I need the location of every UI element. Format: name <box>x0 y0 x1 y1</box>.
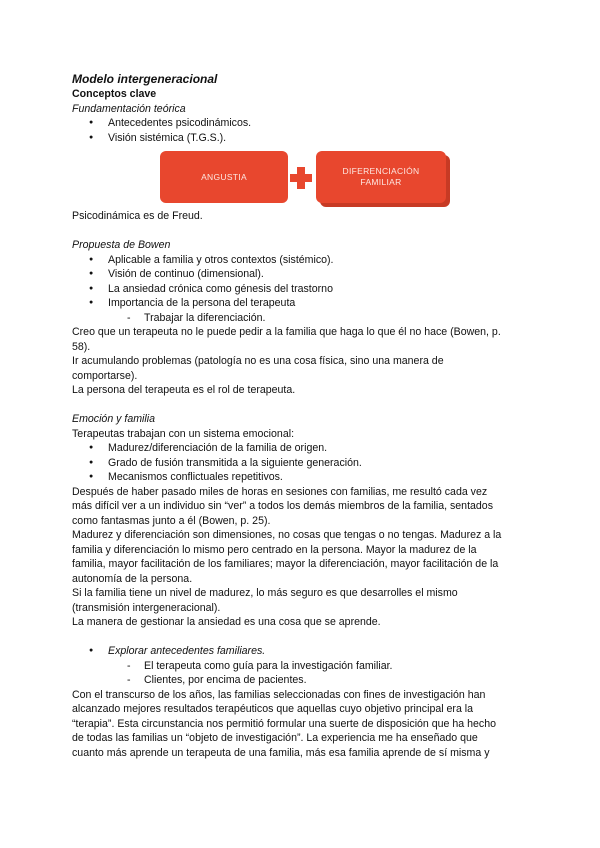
list-item: ● Explorar antecedentes familiares. <box>72 644 532 659</box>
concept-diagram <box>72 147 532 209</box>
paragraph: La persona del terapeuta es el rol de terapeuta. <box>72 384 296 396</box>
section-subtitle: Conceptos clave <box>72 88 157 100</box>
list-item: ● Importancia de la persona del terapeuta <box>72 296 532 311</box>
list-item: - Clientes, por encima de pacientes. <box>72 673 532 688</box>
bullet-list-explorar <box>72 644 532 659</box>
plus-icon <box>290 167 312 189</box>
paragraph: Creo que un terapeuta no le puede pedir a la familia que haga lo que él no hace (Bowen, p. 58). <box>72 326 501 353</box>
diagram-label-angustia: ANGUSTIA <box>201 171 247 182</box>
list-item: ● Aplicable a familia y otros contextos (sistémico). <box>72 253 532 268</box>
paragraph: Madurez y diferenciación son dimensiones, no cosas que tengas o no tengas. Madurez a la familia y diferenciación lo mismo pero centrado en la persona. Mayor la madurez de la familia, mayor facilitación de los familiares; mayor la diferenciación, mayor facilitación de la autonomía de la persona. <box>72 529 502 585</box>
list-item: ● Visión sistémica (T.G.S.). <box>72 131 532 146</box>
list-item: ● La ansiedad crónica como génesis del trastorno <box>72 282 532 297</box>
list-item: ● Madurez/diferenciación de la familia de origen. <box>72 441 532 456</box>
list-item: ● Antecedentes psicodinámicos. <box>72 116 532 131</box>
paragraph: Después de haber pasado miles de horas en sesiones con familias, me resultó cada vez más difícil ver a un individuo sin “ver” a todos los demás miembros de la familia, sentados como fantasmas junto a él (Bowen, p. 25). <box>72 485 493 527</box>
heading-bowen: Propuesta de Bowen <box>72 239 171 251</box>
paragraph: Si la familia tiene un nivel de madurez, lo más seguro es que desarrolles el mismo (transmisión intergeneracional). <box>72 587 458 614</box>
paragraph: Psicodinámica es de Freud. <box>72 210 203 222</box>
document-title: Modelo intergeneracional <box>72 72 218 86</box>
list-item: ● Visión de continuo (dimensional). <box>72 267 532 282</box>
bullet-list-fundamentacion <box>72 116 532 145</box>
bullet-list-emocion <box>72 441 532 485</box>
list-item: ● Grado de fusión transmitida a la siguiente generación. <box>72 456 532 471</box>
paragraph: Ir acumulando problemas (patología no es una cosa física, sino una manera de comportarse). <box>72 355 444 382</box>
heading-emocion: Emoción y familia <box>72 413 156 425</box>
dash-list-bowen <box>72 311 532 326</box>
dash-list-explorar <box>72 659 532 688</box>
list-item: - El terapeuta como guía para la investigación familiar. <box>72 659 532 674</box>
paragraph: Terapeutas trabajan con un sistema emocional: <box>72 427 295 440</box>
list-item: ● Mecanismos conflictuales repetitivos. <box>72 470 532 485</box>
paragraph: La manera de gestionar la ansiedad es una cosa que se aprende. <box>72 616 381 628</box>
diagram-label-diferenciacion: DIFERENCIACIÓN FAMILIAR <box>342 166 420 187</box>
document-body <box>72 72 532 760</box>
diagram-box-diferenciacion <box>316 151 446 203</box>
heading-fundamentacion: Fundamentación teórica <box>72 102 186 115</box>
paragraph: Con el transcurso de los años, las familias seleccionadas con fines de investigación han alcanzado mejores resultados terapéuticos que aquellas cuyo objetivo principal era la “terapia”. Esta circunstancia nos permitió formular una suerte de disposición que ha hecho de todas las familias un “objeto de investigación”. La experiencia me ha enseñado que cuanto más aprende un terapeuta de una familia, más esa familia aprende de sí misma y <box>72 688 496 759</box>
list-item: - Trabajar la diferenciación. <box>72 311 532 326</box>
bullet-list-bowen <box>72 253 532 311</box>
diagram-box-angustia <box>160 151 288 203</box>
